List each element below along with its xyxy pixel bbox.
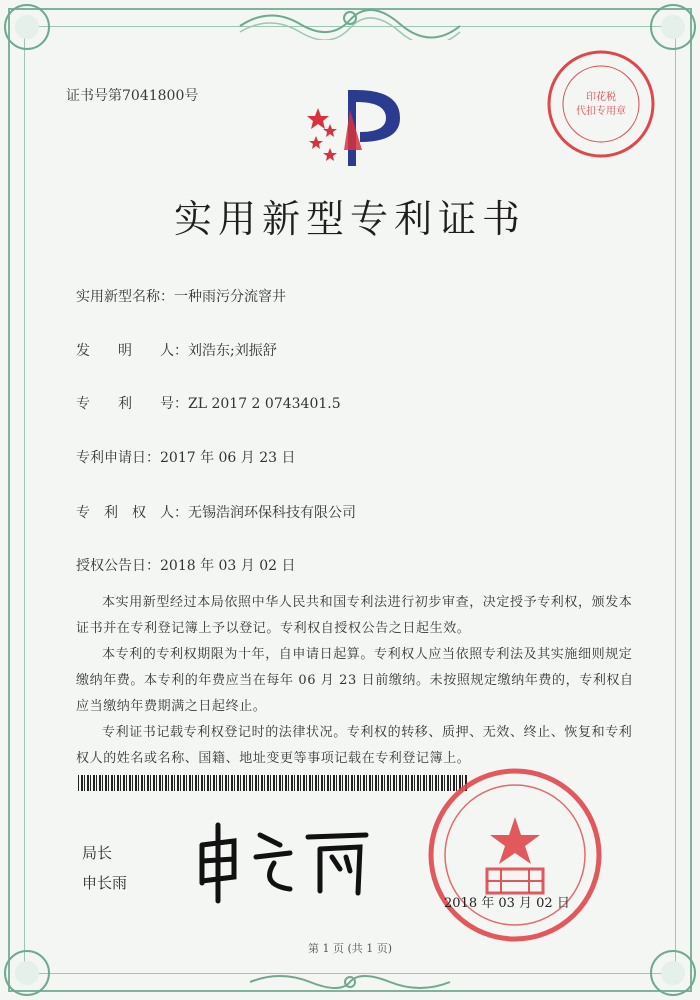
corner-ornament: [4, 950, 50, 996]
field-value: 刘浩东;刘振舒: [188, 343, 277, 359]
director-signature-icon: [190, 805, 380, 905]
top-ornament: [230, 6, 470, 40]
barcode: [78, 775, 468, 791]
field-value: 无锡浩润环保科技有限公司: [188, 505, 356, 521]
field-value: 一种雨污分流窨井: [174, 289, 286, 305]
field-utility-model-name: [76, 286, 286, 306]
patent-office-logo-icon: [300, 80, 410, 170]
field-value: 2018 年 03 月 02 日: [160, 558, 296, 574]
page-title: 实用新型专利证书: [173, 197, 526, 241]
seal-date: 2018 年 03 月 02 日: [444, 896, 570, 911]
certificate-number: 证书号第7041800号: [66, 88, 199, 104]
official-seal-icon: [425, 765, 605, 945]
body-paragraph: 专利证书记载专利权登记时的法律状况。专利权的转移、质押、无效、终止、恢复和专利权人的姓名或名称、国籍、地址变更等事项记载在专利登记簿上。: [76, 725, 633, 766]
field-patentee: [76, 502, 356, 522]
field-value: 2017 年 06 月 23 日: [160, 450, 296, 466]
field-label: 专 利 权 人：: [76, 505, 188, 521]
field-label: 授权公告日：: [76, 558, 160, 574]
field-value: ZL 2017 2 0743401.5: [188, 396, 341, 412]
field-application-date: [76, 447, 296, 467]
bottom-ornament: [240, 968, 460, 996]
body-paragraph: 本实用新型经过本局依照中华人民共和国专利法进行初步审查，决定授予专利权，颁发本证书并在专利登记簿上予以登记。专利权自授权公告之日起生效。: [76, 595, 633, 636]
field-label: 专 利 号：: [76, 396, 188, 412]
field-label: 发 明 人：: [76, 343, 188, 359]
corner-ornament: [4, 4, 50, 50]
director-name: 申长雨: [82, 874, 128, 892]
corner-ornament: [650, 4, 696, 50]
tax-stamp-icon: [545, 48, 657, 160]
svg-text:印花税: 印花税: [586, 92, 616, 103]
page-number: 第 1 页 (共 1 页): [307, 942, 393, 955]
director-title: 局长: [82, 844, 113, 862]
field-label: 专利申请日：: [76, 450, 160, 466]
svg-text:代扣专用章: 代扣专用章: [576, 106, 626, 117]
field-inventors: [76, 340, 277, 360]
certificate-body: [76, 590, 636, 772]
body-paragraph: 本专利的专利权期限为十年，自申请日起算。专利权人应当依照专利法及其实施细则规定缴纳年费。本专利的年费应当在每年 06 月 23 日前缴纳。未按照规定缴纳年费的，专利权自应当缴纳年费期满之日起终止。: [76, 647, 634, 714]
field-grant-date: [76, 555, 296, 575]
field-label: 实用新型名称：: [76, 289, 174, 305]
field-patent-number: [76, 393, 341, 413]
corner-ornament: [650, 950, 696, 996]
